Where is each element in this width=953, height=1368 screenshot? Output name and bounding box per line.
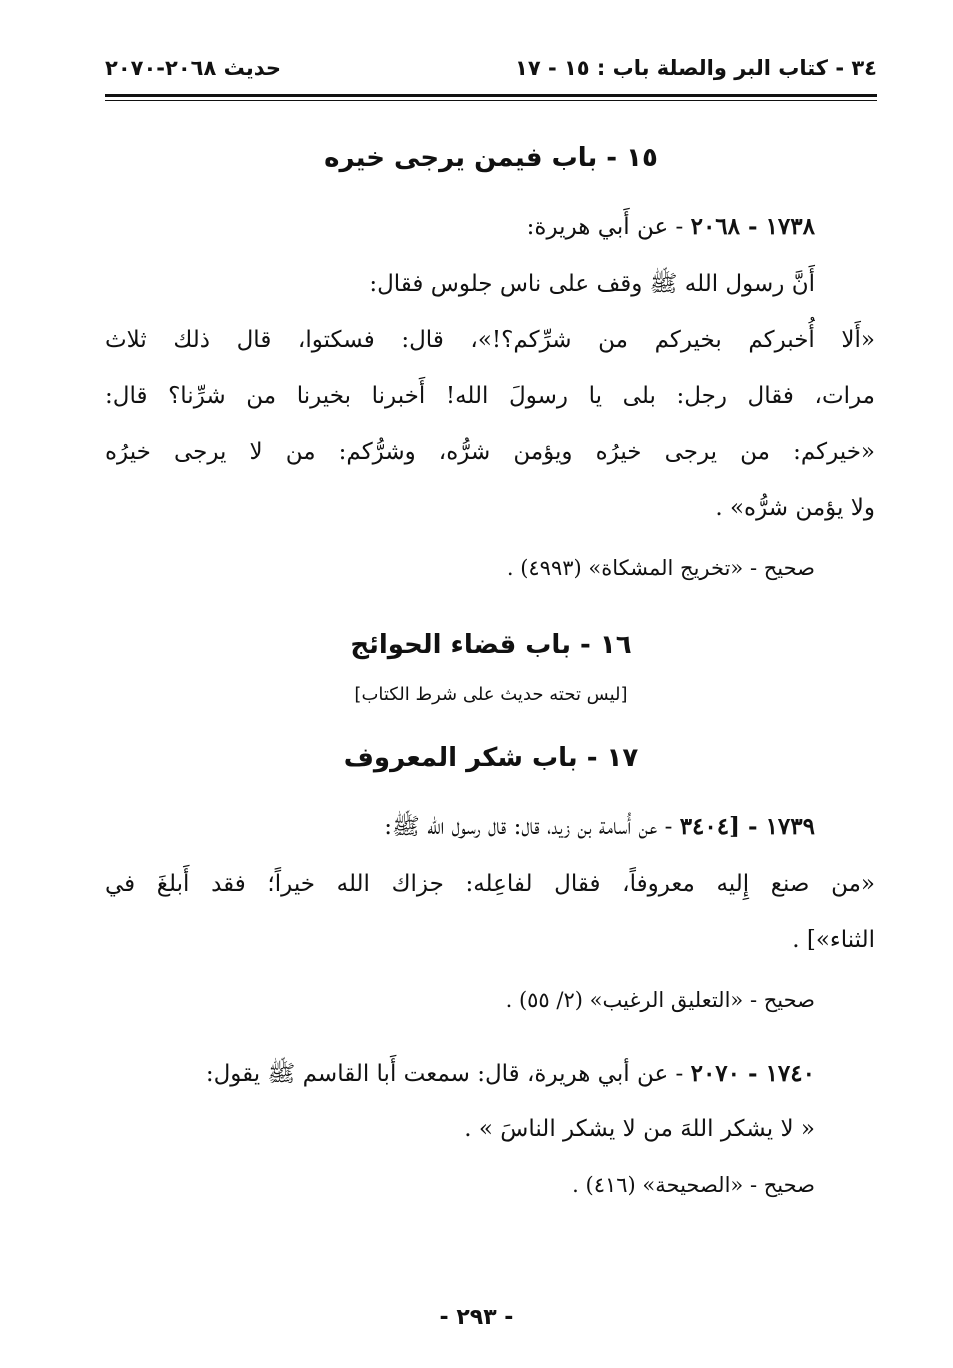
hadith-1738-line-5: ولا يؤمن شرُّه» . xyxy=(715,495,875,521)
section-17-title: ١٧ - باب شكر المعروف xyxy=(343,743,639,773)
hadith-1738-line-1: أَنَّ رسول الله ﷺ وقف على ناس جلوس فقال: xyxy=(369,271,815,297)
section-16-title: ١٦ - باب قضاء الحوائج xyxy=(350,630,632,660)
section-16-note: [ليس تحته حديث على شرط الكتاب] xyxy=(354,684,628,705)
hadith-1740-heading xyxy=(206,1059,815,1089)
hadith-1739-line-2: الثناء»] . xyxy=(792,927,875,953)
running-header xyxy=(105,52,877,86)
hadith-1738-number: ١٧٣٨ - ٢٠٦٨ xyxy=(690,213,815,240)
hadith-1739-isnad: - عن أُسامة بن زيد، قال: قال رسول الله ﷺ: xyxy=(384,814,680,840)
hadith-1739-number: ١٧٣٩ - [٣٤٠٤ xyxy=(679,813,815,840)
hadith-1738-line-4: «خيركم: من يرجى خيرُه ويؤمن شرُّه، وشرُّكم: من لا يرجى خيرُه xyxy=(105,439,875,465)
header-rule-thick xyxy=(105,94,877,97)
page-number: - ٢٩٣ - xyxy=(439,1305,514,1330)
hadith-1740-grade: صحيح - «الصحيحة» (٤١٦) . xyxy=(572,1173,815,1197)
hadith-1739-grade: صحيح - «التعليق الرغيب» (٢/ ٥٥) . xyxy=(505,988,815,1012)
header-rule-thin xyxy=(105,100,877,101)
header-hadith-range: حديث ٢٠٦٨-٢٠٧٠ xyxy=(105,56,281,80)
section-15-title: ١٥ - باب فيمن يرجى خيره xyxy=(324,143,658,173)
hadith-1738-line-2: «أَلا أُخبركم بخيركم من شرِّكم؟!»، قال: فسكتوا، قال ذلك ثلاث xyxy=(105,327,875,353)
hadith-1738-isnad: - عن أَبي هريرة: xyxy=(526,214,691,240)
hadith-1739-heading xyxy=(384,812,815,842)
hadith-1740-number: ١٧٤٠ - ٢٠٧٠ xyxy=(690,1060,815,1087)
hadith-1739-line-1: «من صنع إِليه معروفاً، فقال لفاعِله: جزاك الله خيراً؛ فقد أَبلغَ في xyxy=(105,871,875,897)
hadith-1740-isnad: - عن أبي هريرة، قال: سمعت أَبا القاسم ﷺ يقول: xyxy=(205,1061,691,1087)
hadith-1738-heading xyxy=(527,212,815,242)
header-chapter-range: باب : ١٥ - ١٧ xyxy=(515,56,650,80)
header-book-title: ٣٤ - كتاب البر والصلة xyxy=(656,56,877,80)
hadith-1738-grade: صحيح - «تخريج المشكاة» (٤٩٩٣) . xyxy=(506,556,815,580)
hadith-1738-line-3: مرات، فقال رجل: بلى يا رسولَ الله! أَخبرنا بخيرنا من شرِّنا؟ قال: xyxy=(105,383,875,409)
hadith-1740-line-1: « لا يشكر اللهَ من لا يشكر الناسَ » . xyxy=(464,1116,815,1142)
